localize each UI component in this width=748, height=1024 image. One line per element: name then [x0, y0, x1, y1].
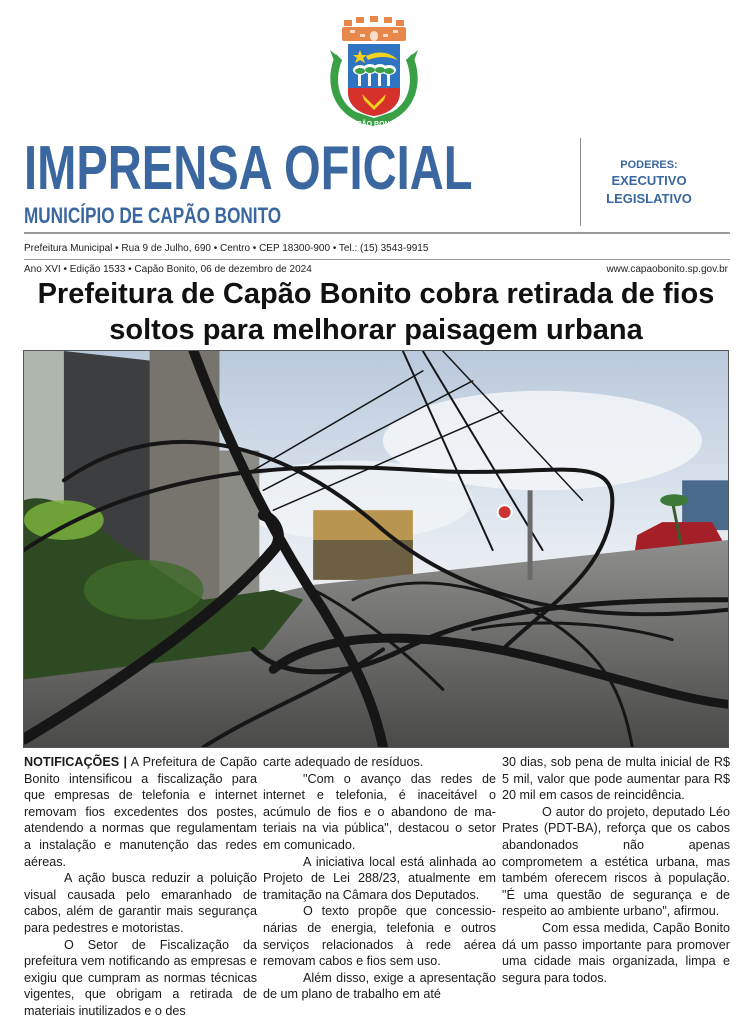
article-column-3	[502, 754, 730, 986]
article-kicker: NOTIFICAÇÕES |	[24, 755, 127, 769]
power-executive: EXECUTIVO	[611, 173, 687, 188]
article-paragraph: A iniciativa local está alinhada ao Projeto de Lei 288/23, atualmente em tramitação na Câmara dos Deputados.	[263, 854, 496, 902]
article-paragraph: Com essa medida, Capão Bonito dá um passo importante para promover uma cidade mais organizada, limpa e segura para todos.	[502, 920, 730, 985]
article-text: A Prefeitura de Capão Bonito intensificou a fiscalização para que empresas de telefonia e internet removam fios excedentes dos postes, atendendo a normas que regulamentam a instalação e manutenção das redes aéreas.	[24, 755, 257, 869]
article-paragraph: carte adequado de resíduos.	[263, 755, 424, 769]
website-link[interactable]: www.capaobonito.sp.gov.br	[606, 264, 728, 275]
article-paragraph	[24, 754, 257, 870]
coat-of-arms-logo	[322, 14, 426, 132]
edition-line: Ano XVI • Edição 1533 • Capão Bonito, 06 de dezembro de 2024	[24, 264, 312, 275]
article-paragraph: Além disso, exige a apresentação de um plano de trabalho em até	[263, 970, 496, 1002]
crest-icon	[322, 14, 426, 132]
article-column-1	[24, 754, 257, 1020]
powers-label: PODERES:	[620, 159, 678, 171]
powers-box	[590, 158, 708, 208]
article-column-2	[263, 754, 496, 1003]
article-headline: Prefeitura de Capão Bonito cobra retirada de fios soltos para melhorar paisagem urbana	[37, 278, 715, 346]
article-paragraph: O texto propõe que concessionárias de energia, telefonia e outros serviços relacionados à rede aérea removam cabos e fios sem uso.	[263, 904, 496, 969]
article-paragraph: "Com o avanço das redes de internet e telefonia, é inaceitável o acúmulo de fios e o abandono de materiais na via pública", destacou o setor em comunicado.	[263, 771, 496, 852]
masthead-rule	[24, 232, 730, 234]
article-paragraph: O autor do projeto, deputado Léo Prates (PDT-BA), reforça que os cabos abandonados não apenas comprometem a estética urbana, mas também oferecem riscos à população. "É uma questão de segurança e de respeito ao ambiente urbano", afirmou.	[502, 804, 730, 919]
address-line: Prefeitura Municipal • Rua 9 de Julho, 690 • Centro • CEP 18300-900 • Tel.: (15) 3543-9915	[24, 243, 429, 254]
power-legislative: LEGISLATIVO	[606, 191, 692, 206]
masthead-subtitle: MUNICÍPIO DE CAPÃO BONITO	[24, 203, 282, 228]
svg-text:CAPÃO BONITO: CAPÃO BONITO	[346, 121, 402, 128]
article-paragraph: O Setor de Fiscalização da prefeitura vem notificando as empresas e exigiu que cumpram as normas técnicas vigentes, que obrigam a retirada de materiais inutilizados e o des	[24, 937, 257, 1018]
article-paragraph: 30 dias, sob pena de multa inicial de R$ 5 mil, valor que pode aumentar para R$ 20 mil em casos de reincidência.	[502, 755, 730, 803]
article-photo	[23, 350, 729, 748]
article-paragraph: A ação busca reduzir a poluição visual causada pelo emaranhado de cabos, além de garantir mais segurança para pedestres e motoristas.	[24, 871, 257, 935]
tangled-wires-photo	[24, 351, 728, 747]
masthead-title: IMPRENSA OFICIAL	[24, 134, 473, 203]
masthead-divider	[580, 138, 581, 226]
info-rule	[24, 259, 730, 260]
